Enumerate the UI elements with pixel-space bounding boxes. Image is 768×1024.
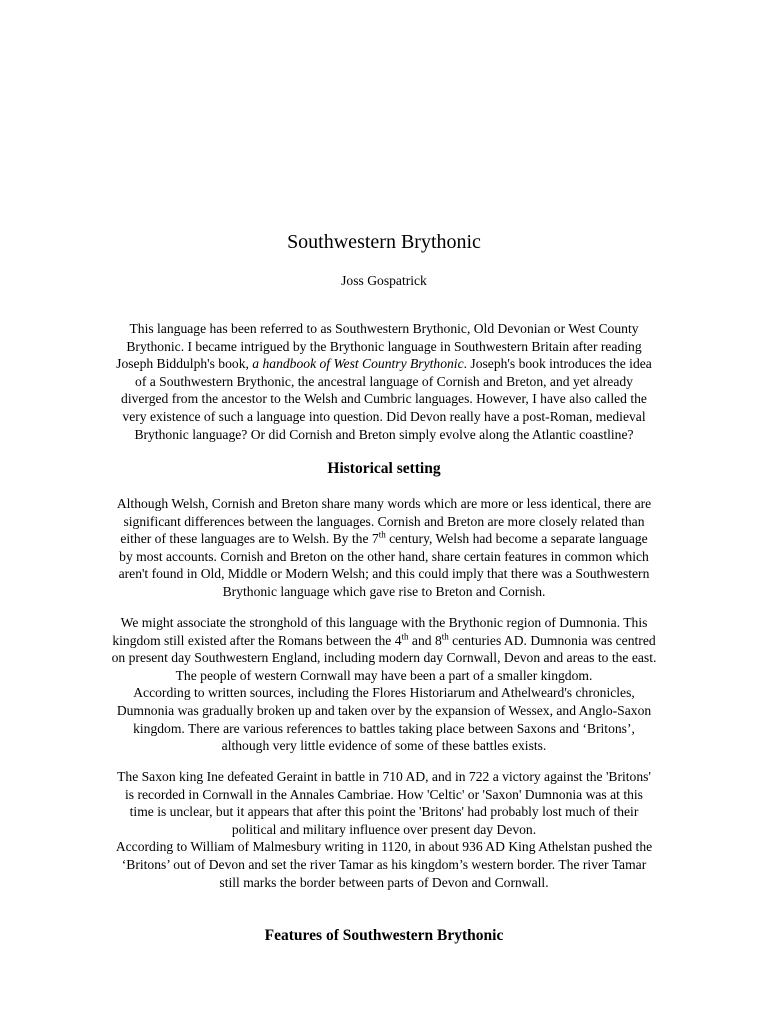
text-line: The people of western Cornwall may have been a part of a smaller kingdom.: [175, 667, 593, 683]
text-line: We might associate the stronghold of this language with the Brythonic region of Dumnonia. This: [120, 615, 648, 630]
text-run: Joseph Biddulph's book,: [116, 356, 253, 372]
text-line: Brythonic language which gave rise to Breton and Cornish.: [222, 583, 546, 599]
text-line: by most accounts. Cornish and Breton on the other hand, share certain features in common which: [119, 548, 649, 564]
text-line: [60, 632, 708, 650]
text-run: and 8: [408, 632, 442, 648]
text-line: Dumnonia was gradually broken up and taken over by the expansion of Wessex, and Anglo-Saxon: [116, 702, 652, 718]
text-line: political and military influence over present day Devon.: [231, 821, 537, 837]
text-line: is recorded in Cornwall in the Annales Cambriae. How 'Celtic' or 'Saxon' Dumnonia was at this: [125, 786, 643, 802]
text-line: Brythonic language? Or did Cornish and Breton simply evolve along the Atlantic coastline?: [134, 426, 634, 442]
document-author: Joss Gospatrick: [341, 273, 427, 288]
text-line: The Saxon king Ine defeated Geraint in battle in 710 AD, and in 722 a victory against the 'Britons': [117, 769, 651, 784]
text-line: This language has been referred to as Southwestern Brythonic, Old Devonian or West County: [129, 321, 639, 336]
text-line: still marks the border between parts of Devon and Cornwall.: [219, 874, 549, 890]
text-line: diverged from the ancestor to the Welsh and Cumbric languages. However, I have also called the: [121, 391, 647, 407]
text-line: significant differences between the languages. Cornish and Breton are more closely related than: [123, 513, 645, 529]
text-line: [60, 530, 708, 548]
text-line: [60, 355, 708, 373]
text-line: kingdom. There are various references to battles taking place between Saxons and ‘Britons’,: [133, 720, 635, 736]
superscript: th: [441, 631, 449, 642]
superscript: th: [378, 529, 386, 540]
text-line: Brythonic. I became intrigued by the Brythonic language in Southwestern Britain after reading: [126, 338, 642, 354]
text-run: century, Welsh had become a separate language: [385, 531, 648, 547]
text-run: . Joseph's book introduces the idea: [463, 356, 652, 372]
superscript: th: [401, 631, 409, 642]
book-title: a handbook of West Country Brythonic: [252, 356, 464, 372]
section-heading-historical: Historical setting: [327, 460, 441, 477]
paragraph-languages: [60, 495, 708, 601]
text-line: According to William of Malmesbury writing in 1120, in about 936 AD King Athelstan pushed the: [115, 839, 653, 855]
text-line: although very little evidence of some of these battles exists.: [221, 738, 547, 754]
section-heading-features: Features of Southwestern Brythonic: [264, 927, 504, 944]
text-line: on present day Southwestern England, including modern day Cornwall, Devon and areas to the east.: [111, 650, 657, 666]
text-run: kingdom still existed after the Romans between the 4: [112, 632, 402, 648]
text-line: According to written sources, including the Flores Historiarum and Athelweard's chronicles,: [133, 685, 635, 701]
text-line: very existence of such a language into question. Did Devon really have a post-Roman, medieval: [122, 408, 646, 424]
text-line: ‘Britons’ out of Devon and set the river Tamar as his kingdom’s western border. The river Tamar: [121, 856, 647, 872]
text-run: centuries AD. Dumnonia was centred: [448, 632, 656, 648]
paragraph-saxon: [60, 768, 708, 891]
text-line: of a Southwestern Brythonic, the ancestral language of Cornish and Breton, and yet already: [135, 373, 633, 389]
document-title: Southwestern Brythonic: [287, 231, 481, 253]
text-line: aren't found in Old, Middle or Modern Welsh; and this could imply that there was a Southwestern: [118, 566, 650, 582]
text-run: either of these languages are to Welsh. By the 7: [120, 531, 379, 547]
text-line: Although Welsh, Cornish and Breton share many words which are more or less identical, there are: [116, 496, 652, 511]
text-line: time is unclear, but it appears that after this point the 'Britons' had probably lost much of their: [129, 804, 639, 820]
paragraph-dumnonia: [60, 614, 708, 755]
intro-paragraph: [60, 320, 708, 443]
